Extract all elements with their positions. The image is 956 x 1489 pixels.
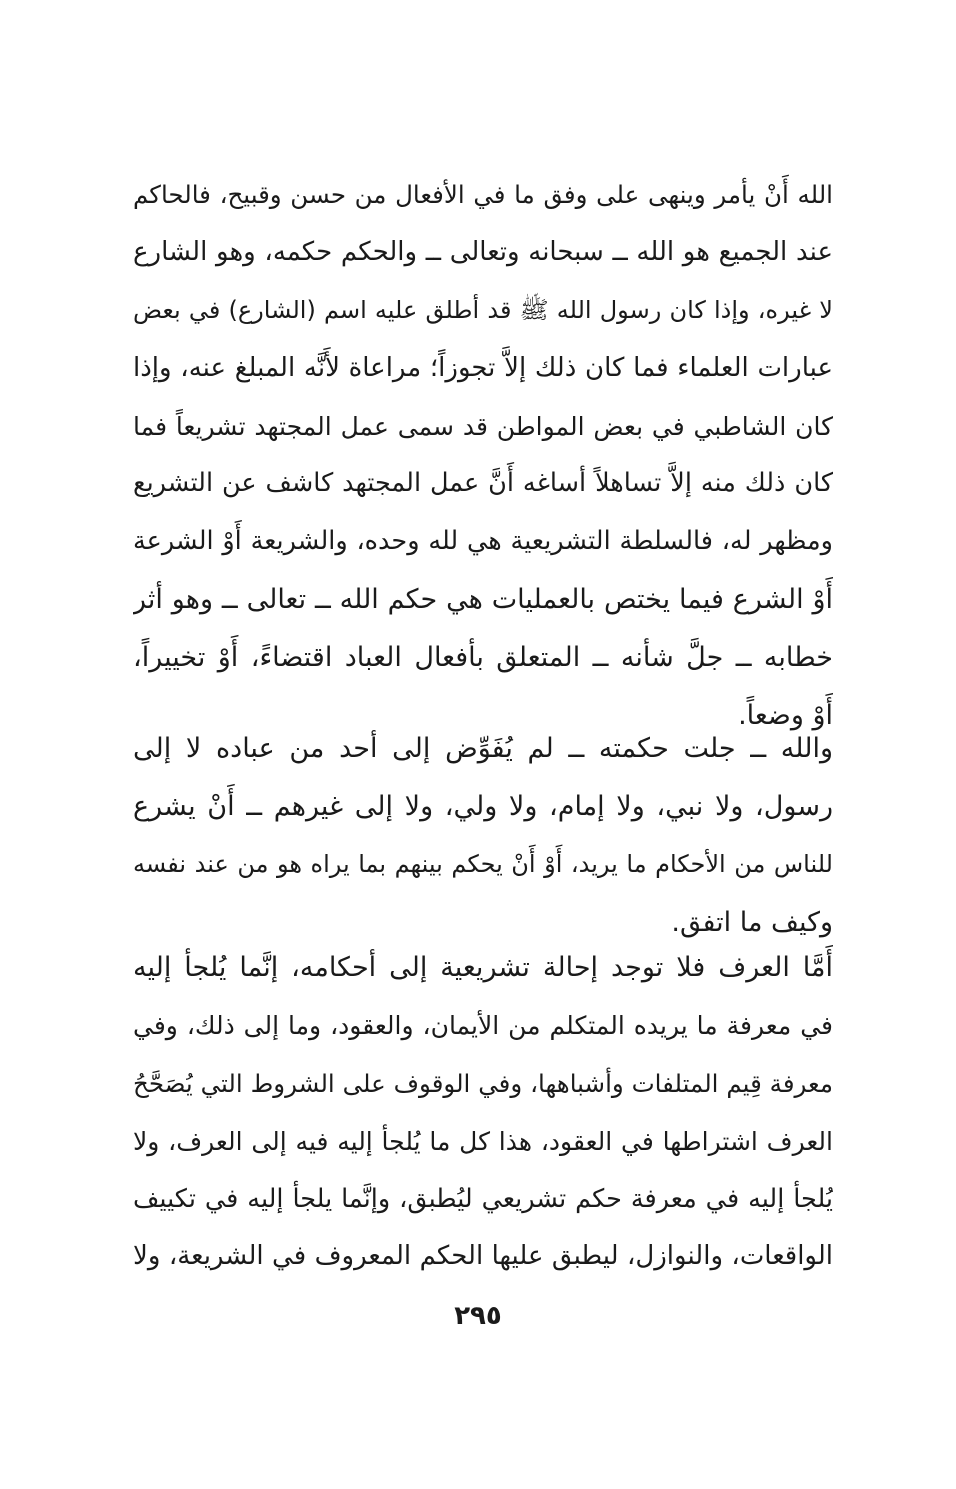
text-line: للناس من الأحكام ما يريد، أَوْ أَنْ يحكم بينهم بما يراه هو من عند نفسه: [133, 849, 833, 878]
page-number: ٢٩٥: [454, 1301, 502, 1331]
text-line: معرفة قِيم المتلفات وأشباهها، وفي الوقوف على الشروط التي يُصَحَّحُ: [133, 1068, 833, 1098]
text-line: رسول، ولا نبي، ولا إمام، ولا ولي، ولا إلى غيرهم ــ أَنْ يشرع: [133, 790, 833, 822]
text-line: وكيف ما اتفق.: [671, 906, 833, 938]
text-line: أَوْ وضعاً.: [738, 700, 833, 732]
text-line: العرف اشتراطها في العقود، هذا كل ما يُلجأ إليه فيه إلى العرف، ولا: [133, 1126, 833, 1156]
text-line: كان الشاطبي في بعض المواطن قد سمى عمل المجتهد تشريعاً فما: [133, 411, 833, 441]
text-line: عبارات العلماء فما كان ذلك إلاَّ تجوزاً؛ مراعاة لأَنَّه المبلغ عنه، وإذا: [133, 352, 833, 383]
text-line: الواقعات، والنوازل، ليطبق عليها الحكم المعروف في الشريعة، ولا: [133, 1241, 833, 1272]
text-line: أَوْ الشرع فيما يختص بالعمليات هي حكم الله ــ تعالى ــ وهو أثر: [133, 584, 833, 616]
text-line: في معرفة ما يريده المتكلم من الأيمان، والعقود، وما إلى ذلك، وفي: [133, 1010, 833, 1040]
text-line: الله أَنْ يأمر وينهى على وفق ما في الأفعال من حسن وقبيح، فالحاكم: [133, 180, 833, 209]
paragraph-2: [133, 720, 833, 952]
paragraph-1: [133, 166, 833, 745]
text-line: أَمَّا العرف فلا توجد إحالة تشريعية إلى أحكامه، إنَّما يُلجأ إليه: [133, 952, 833, 983]
text-line: والله ــ جلت حكمته ــ لم يُفَوِّض إلى أحد من عباده لا إلى: [133, 733, 833, 764]
text-line: ومظهر له، فالسلطة التشريعية هي لله وحده، والشريعة أَوْ الشرعة: [133, 526, 833, 557]
text-line: كان ذلك منه إلاَّ تساهلاً أساغه أَنَّ عمل المجتهد كاشف عن التشريع: [133, 468, 833, 499]
paragraph-3: [133, 939, 833, 1286]
text-line: خطابه ــ جلَّ شأنه ــ المتعلق بأفعال العباد اقتضاءً، أَوْ تخييراً،: [133, 642, 833, 674]
text-line: يُلجأ إليه في معرفة حكم تشريعي ليُطبق، وإنَّما يلجأ إليه في تكييف: [133, 1183, 833, 1214]
text-line: لا غيره، وإذا كان رسول الله ﷺ قد أطلق عليه اسم (الشارع) في بعض: [133, 295, 833, 324]
text-line: عند الجميع هو الله ــ سبحانه وتعالى ــ والحكم حكمه، وهو الشارع: [133, 236, 833, 267]
